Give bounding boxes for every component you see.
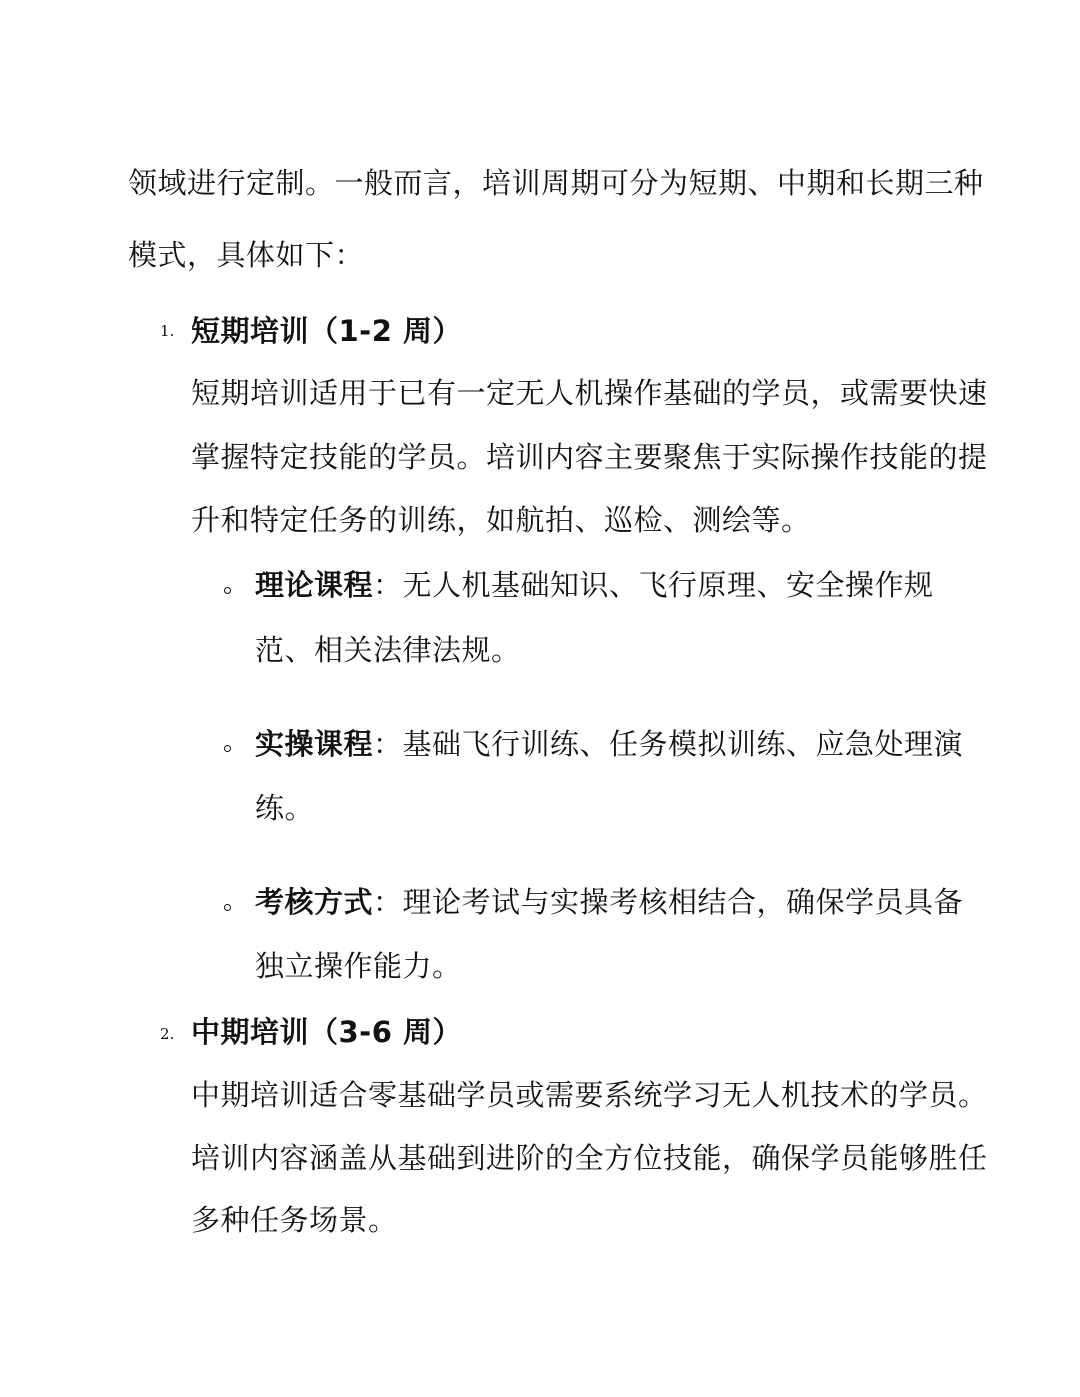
item-2-line-1 — [255, 724, 963, 764]
bullet-icon — [224, 904, 231, 911]
intro-line-1: 领域进行定制。一般而言，培训周期可分为短期、中期和长期三种 — [128, 166, 984, 200]
item-3-label: 考核方式 — [255, 885, 374, 919]
bullet-icon — [224, 587, 231, 594]
item-3-line-1 — [255, 882, 963, 922]
item-3-text: 理论考试与实操考核相结合，确保学员具备 — [402, 885, 964, 919]
intro-line-2: 模式，具体如下： — [128, 238, 365, 272]
item-2-label: 实操课程 — [255, 727, 374, 761]
section-2-body-line-1: 中期培训适合零基础学员或需要系统学习无人机技术的学员。 — [191, 1078, 988, 1112]
item-1-text: 无人机基础知识、飞行原理、安全操作规 — [402, 568, 934, 602]
section-1-title: 短期培训（1-2 周） — [191, 314, 462, 348]
item-3-line-2: 独立操作能力。 — [255, 949, 462, 983]
item-1-sep: ： — [373, 568, 403, 602]
item-3-sep: ： — [373, 885, 403, 919]
item-1-line-2: 范、相关法律法规。 — [255, 633, 521, 667]
item-2-sep: ： — [373, 727, 403, 761]
bullet-icon — [224, 745, 231, 752]
section-2-body-line-2: 培训内容涵盖从基础到进阶的全方位技能，确保学员能够胜任 — [191, 1141, 988, 1175]
item-2-line-2: 练。 — [255, 791, 315, 825]
section-1-body-line-2: 掌握特定技能的学员。培训内容主要聚焦于实际操作技能的提 — [191, 440, 988, 474]
item-1-label: 理论课程 — [255, 568, 374, 602]
item-2-text: 基础飞行训练、任务模拟训练、应急处理演 — [402, 727, 964, 761]
list-number-2: 2. — [160, 1025, 175, 1043]
item-1-line-1 — [255, 565, 934, 605]
list-number-1: 1. — [160, 322, 175, 340]
section-2-title: 中期培训（3-6 周） — [191, 1015, 462, 1049]
section-2-body-line-3: 多种任务场景。 — [191, 1203, 398, 1237]
section-1-body-line-3: 升和特定任务的训练，如航拍、巡检、测绘等。 — [191, 503, 811, 537]
section-1-body-line-1: 短期培训适用于已有一定无人机操作基础的学员，或需要快速 — [191, 376, 988, 410]
